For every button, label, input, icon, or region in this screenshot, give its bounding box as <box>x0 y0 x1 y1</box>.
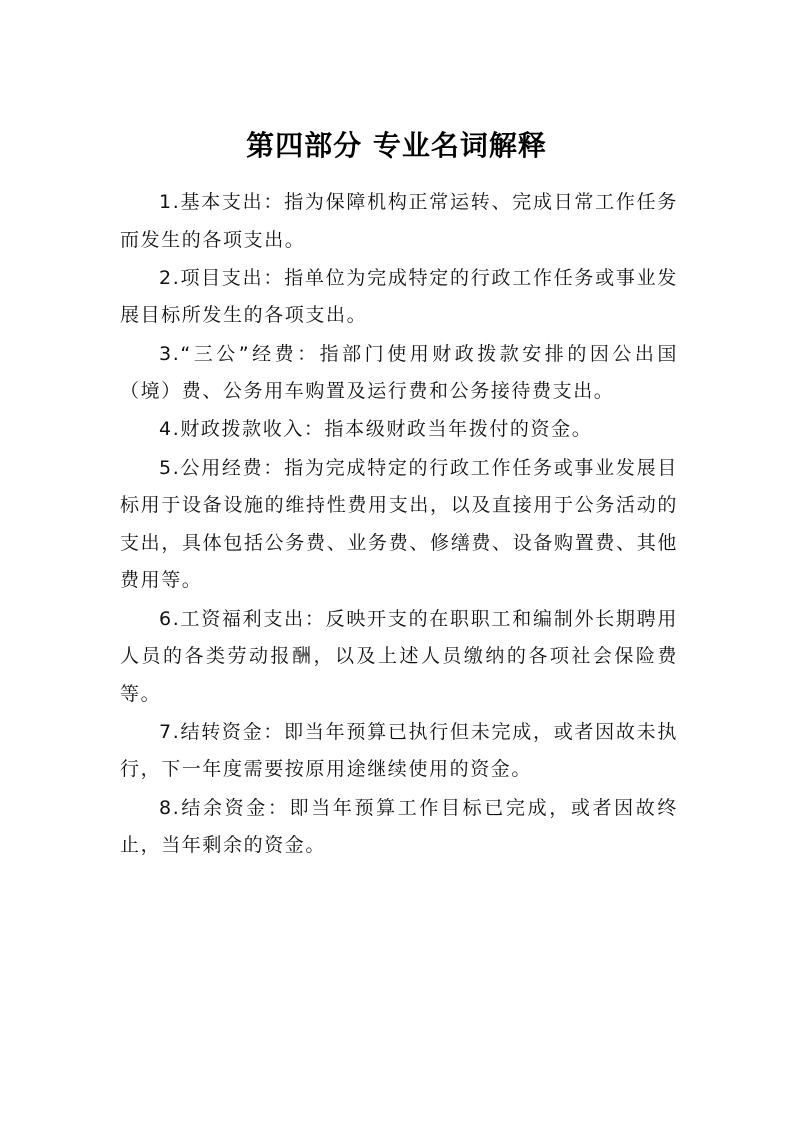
definitions-list <box>120 184 678 865</box>
definition-text: 即当年预算工作目标已完成，或者因故终止，当年剩余的资金。 <box>120 796 678 857</box>
definition-term: 5.公用经费： <box>159 456 285 479</box>
definition-term: 8.结余资金： <box>159 796 290 819</box>
definition-text: 指为完成特定的行政工作任务或事业发展目标用于设备设施的维持性费用支出，以及直接用于公务活动的支出，具体包括公务费、业务费、修缮费、设备购置费、其他费用等。 <box>120 456 678 592</box>
definition-item-8 <box>120 790 678 865</box>
definition-item-5 <box>120 450 678 600</box>
definition-item-6 <box>120 601 678 714</box>
definition-text: 反映开支的在职职工和编制外长期聘用人员的各类劳动报酬，以及上述人员缴纳的各项社会保险费等。 <box>120 607 679 705</box>
definition-term: 3.“三公”经费： <box>159 342 320 365</box>
definition-item-1 <box>120 184 678 259</box>
definition-text: 指部门使用财政拨款安排的因公出国（境）费、公务用车购置及运行费和公务接待费支出。 <box>120 342 678 403</box>
definition-term: 4.财政拨款收入： <box>159 418 325 441</box>
definition-item-2 <box>120 260 678 335</box>
definition-item-4 <box>120 411 678 449</box>
definition-item-3 <box>120 336 678 411</box>
definition-text: 即当年预算已执行但未完成，或者因故未执行，下一年度需要按原用途继续使用的资金。 <box>120 720 678 781</box>
definition-text: 指为保障机构正常运转、完成日常工作任务而发生的各项支出。 <box>120 191 678 251</box>
definition-term: 1.基本支出： <box>159 191 285 213</box>
definition-term: 7.结转资金： <box>159 720 285 743</box>
page-title: 第四部分 专业名词解释 <box>246 129 547 162</box>
definition-term: 2.项目支出： <box>159 266 285 289</box>
definition-text: 指本级财政当年拨付的资金。 <box>324 418 593 441</box>
definition-item-7 <box>120 714 678 789</box>
definition-term: 6.工资福利支出： <box>159 607 326 630</box>
definition-text: 指单位为完成特定的行政工作任务或事业发展目标所发生的各项支出。 <box>120 266 678 327</box>
